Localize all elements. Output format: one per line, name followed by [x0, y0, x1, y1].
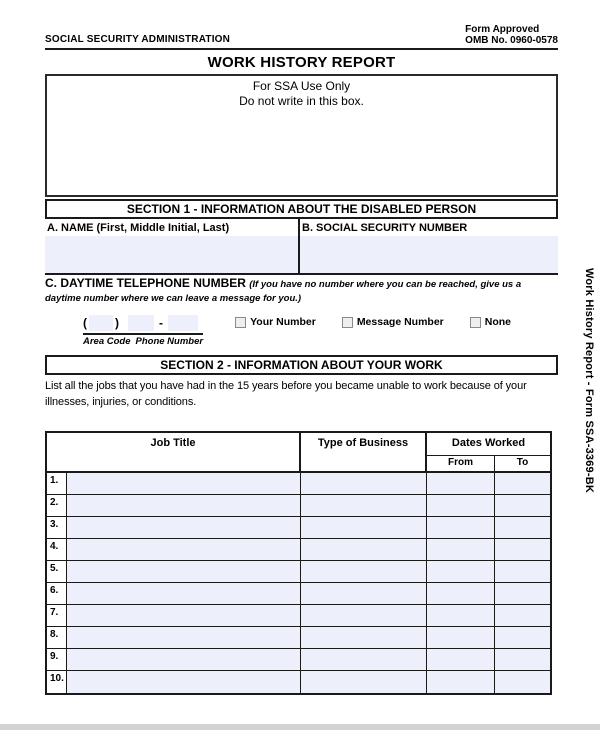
row-number: 7.: [47, 605, 67, 626]
area-code-label: Area Code: [83, 336, 131, 347]
date-to-cell[interactable]: [495, 473, 550, 494]
type-of-business-cell[interactable]: [301, 539, 427, 560]
phone-labels: [83, 333, 203, 347]
date-from-cell[interactable]: [427, 671, 495, 693]
job-title-cell[interactable]: [67, 517, 301, 538]
form-header: [45, 0, 558, 50]
daytime-phone-label: C. DAYTIME TELEPHONE NUMBER: [45, 276, 246, 290]
agency-name: SOCIAL SECURITY ADMINISTRATION: [45, 34, 231, 45]
table-row: [47, 671, 550, 693]
job-title-cell[interactable]: [67, 649, 301, 670]
col-header-dates-worked: Dates Worked: [427, 433, 550, 456]
row-number: 9.: [47, 649, 67, 670]
omb-number: OMB No. 0960-0578: [465, 35, 558, 46]
phone-prefix-input[interactable]: [128, 315, 154, 331]
ssn-field-label: B. SOCIAL SECURITY NUMBER: [300, 219, 558, 236]
date-from-cell[interactable]: [427, 561, 495, 582]
ssa-box-line1: For SSA Use Only: [252, 79, 351, 93]
date-to-cell[interactable]: [495, 495, 550, 516]
phone-row: [83, 314, 558, 347]
none-checkbox[interactable]: [470, 317, 481, 328]
date-to-cell[interactable]: [495, 539, 550, 560]
col-header-from: From: [427, 456, 495, 471]
row-number: 4.: [47, 539, 67, 560]
form-approval: [465, 24, 558, 48]
message-number-label: Message Number: [356, 316, 444, 328]
col-header-job-title: Job Title: [47, 433, 301, 471]
table-row: [47, 495, 550, 517]
daytime-phone-text: [45, 277, 558, 305]
col-header-dates-worked-group: [427, 433, 550, 471]
type-of-business-cell[interactable]: [301, 495, 427, 516]
table-row: [47, 561, 550, 583]
section2-header: SECTION 2 - INFORMATION ABOUT YOUR WORK: [45, 355, 558, 375]
row-number: 5.: [47, 561, 67, 582]
table-row: [47, 517, 550, 539]
paren-close: ): [115, 315, 119, 330]
job-title-cell[interactable]: [67, 627, 301, 648]
your-number-checkbox[interactable]: [235, 317, 246, 328]
phone-input-block: [83, 314, 203, 347]
none-option[interactable]: [470, 316, 511, 328]
row-number: 1.: [47, 473, 67, 494]
type-of-business-cell[interactable]: [301, 671, 427, 693]
table-row: [47, 605, 550, 627]
ssn-field-cell: [300, 219, 558, 273]
phone-line-input[interactable]: [168, 315, 198, 331]
work-history-table: [45, 431, 552, 695]
table-row: [47, 627, 550, 649]
name-input[interactable]: [45, 236, 298, 273]
job-title-cell[interactable]: [67, 605, 301, 626]
type-of-business-cell[interactable]: [301, 561, 427, 582]
bottom-gray-bar: [0, 724, 600, 730]
none-label: None: [484, 316, 512, 328]
type-of-business-cell[interactable]: [301, 627, 427, 648]
work-table-header: [47, 433, 550, 473]
your-number-label: Your Number: [250, 316, 316, 328]
ssa-use-only-box: [45, 74, 558, 197]
date-from-cell[interactable]: [427, 605, 495, 626]
type-of-business-cell[interactable]: [301, 473, 427, 494]
date-from-cell[interactable]: [427, 649, 495, 670]
work-table-body: [47, 473, 550, 693]
job-title-cell[interactable]: [67, 671, 301, 693]
phone-dash: -: [159, 315, 163, 330]
job-title-cell[interactable]: [67, 495, 301, 516]
vertical-form-id-text: Work History Report - Form SSA-3369-BK: [583, 268, 595, 493]
date-to-cell[interactable]: [495, 605, 550, 626]
ssa-box-line2: Do not write in this box.: [239, 94, 364, 108]
row-number: 8.: [47, 627, 67, 648]
type-of-business-cell[interactable]: [301, 605, 427, 626]
section2-instructions: List all the jobs that you have had in the 15 years before you became unable to work because of your illnesses, injuries, or conditions.: [45, 380, 527, 408]
date-from-cell[interactable]: [427, 495, 495, 516]
date-to-cell[interactable]: [495, 671, 550, 693]
date-to-cell[interactable]: [495, 649, 550, 670]
message-number-option[interactable]: [342, 316, 444, 328]
your-number-option[interactable]: [235, 316, 316, 328]
phone-checkbox-group: [235, 316, 511, 328]
row-number: 6.: [47, 583, 67, 604]
date-from-cell[interactable]: [427, 583, 495, 604]
date-to-cell[interactable]: [495, 627, 550, 648]
table-row: [47, 473, 550, 495]
table-row: [47, 583, 550, 605]
date-from-cell[interactable]: [427, 539, 495, 560]
type-of-business-cell[interactable]: [301, 583, 427, 604]
date-to-cell[interactable]: [495, 583, 550, 604]
table-row: [47, 539, 550, 561]
phone-number-label: Phone Number: [135, 336, 204, 347]
date-from-cell[interactable]: [427, 517, 495, 538]
daytime-phone-block: [45, 277, 558, 347]
ssn-input[interactable]: [300, 236, 558, 273]
section1-header: SECTION 1 - INFORMATION ABOUT THE DISABLED PERSON: [45, 199, 558, 219]
phone-fields: [83, 314, 203, 331]
job-title-cell[interactable]: [67, 561, 301, 582]
table-row: [47, 649, 550, 671]
date-from-cell[interactable]: [427, 473, 495, 494]
col-header-type-of-business: Type of Business: [301, 433, 427, 471]
type-of-business-cell[interactable]: [301, 517, 427, 538]
date-to-cell[interactable]: [495, 561, 550, 582]
date-from-cell[interactable]: [427, 627, 495, 648]
job-title-cell[interactable]: [67, 473, 301, 494]
job-title-cell[interactable]: [67, 539, 301, 560]
area-code-input[interactable]: [89, 315, 113, 331]
daytime-phone-note: (If you have no number where you can be reached, give us a daytime number where we can leave a message for you.): [45, 279, 522, 304]
name-ssn-row: [45, 219, 558, 275]
col-header-to: To: [516, 457, 529, 468]
name-field-label: A. NAME (First, Middle Initial, Last): [45, 219, 298, 236]
dates-subheader-row: [427, 456, 550, 471]
message-number-checkbox[interactable]: [342, 317, 353, 328]
row-number: 2.: [47, 495, 67, 516]
row-number: 3.: [47, 517, 67, 538]
form-approved-text: Form Approved: [465, 24, 540, 35]
type-of-business-cell[interactable]: [301, 649, 427, 670]
name-field-cell: [45, 219, 300, 273]
date-to-cell[interactable]: [495, 517, 550, 538]
row-number: 10.: [47, 671, 67, 693]
job-title-cell[interactable]: [67, 583, 301, 604]
paren-open: (: [83, 315, 87, 330]
form-title: WORK HISTORY REPORT: [207, 54, 396, 71]
